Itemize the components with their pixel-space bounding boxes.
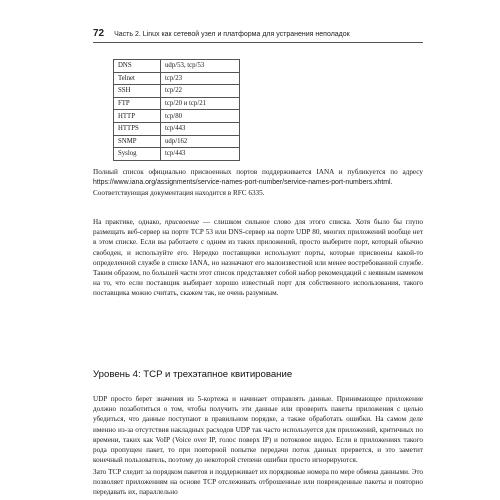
- ports-table-row: [114, 60, 240, 73]
- iana-url-link[interactable]: https://www.iana.org/assignments/service-names-port-number/service-names-port-numbers.xhtml: [93, 179, 391, 187]
- paragraph-practice-emphasis: присвоение: [164, 218, 200, 226]
- service-name-cell: Syslog: [114, 148, 161, 161]
- service-name-cell: HTTPS: [114, 122, 161, 135]
- paragraph-iana-text-after: . Соответствующая документация находится в RFC 6335.: [93, 178, 393, 198]
- paragraph-practice: [93, 217, 423, 299]
- port-cell: tcp/80: [161, 110, 240, 123]
- ports-table-row: [114, 85, 240, 98]
- paragraph-iana: [93, 167, 423, 199]
- ports-table-row: [114, 97, 240, 110]
- chapter-title: Часть 2. Linux как сетевой узел и платформа для устранения неполадок: [114, 31, 350, 38]
- port-cell: tcp/443: [161, 122, 240, 135]
- service-name-cell: Telnet: [114, 72, 161, 85]
- paragraph-udp: UDP просто берет значения из 5-кортежа и начинает отправлять данные. Принимающее приложение должно позаботиться о том, чтобы получить эти данные или проверить пакеты приложения с целью убедиться, что данные поступают в правильном порядке, а также обработать ошибки. На самом деле именно из-за отсутствия накладных расходов UDP так часто используется для приложений, критичных по времени, таких как VoIP (Voice over IP, голос поверх IP) и потоковое видео. Если в приложениях такого рода пропущен пакет, то при повторной попытке передачи поток данных прервется, и это заметит конечный пользователь, поэтому до некоторой степени ошибки просто игнорируются.: [93, 395, 423, 465]
- port-cell: tcp/23: [161, 72, 240, 85]
- service-name-cell: HTTP: [114, 110, 161, 123]
- paragraph-tcp: Зато TCP следит за порядком пакетов и поддерживает их порядковые номера по мере обмена данными. Это позволяет приложениям на основе TCP отслеживать отброшенные или поврежденные пакеты и повторно передавать их, параллельно: [93, 468, 423, 497]
- ports-table-row: [114, 110, 240, 123]
- paragraph-practice-text-before: На практике, однако,: [93, 218, 165, 226]
- service-name-cell: SNMP: [114, 135, 161, 148]
- ports-table-row: [114, 135, 240, 148]
- service-name-cell: SSH: [114, 85, 161, 98]
- service-name-cell: FTP: [114, 97, 161, 110]
- port-cell: udp/162: [161, 135, 240, 148]
- running-header: [93, 28, 423, 43]
- ports-table-row: [114, 122, 240, 135]
- ports-table-row: [114, 148, 240, 161]
- port-cell: tcp/22: [161, 85, 240, 98]
- ports-table-row: [114, 72, 240, 85]
- service-name-cell: DNS: [114, 60, 161, 73]
- paragraph-iana-text-before: Полный список официально присвоенных портов поддерживается IANA и публикуется по адресу: [93, 168, 423, 176]
- port-cell: udp/53, tcp/53: [161, 60, 240, 73]
- port-cell: tcp/20 и tcp/21: [161, 97, 240, 110]
- paragraph-practice-text-after: — слишком сильное слово для этого списка. Хотя было бы глупо размещать веб-сервер на порте TCP 53 или DNS-сервер на порте UDP 80, многих приложений вообще нет в этом списке. Если вы работаете с одним из таких приложений, просто выберите порт, который обычно свободен, и используйте его. Нередко поставщики используют порты, которые присвоены какой-то определенной службе в списке IANA, но назначают его малоизвестной или менее востребованной службе. Таким образом, по большей части этот список представляет собой набор рекомендаций с неявным намеком на то, что если поставщик выбирает хорошо известный порт для собственного использования, такого поставщика можно считать, скажем так, не очень разумным.: [93, 218, 423, 298]
- page-number: 72: [93, 28, 105, 39]
- ports-table-body: [114, 60, 240, 161]
- section-heading: Уровень 4: TCP и трехэтапное квитирование: [93, 369, 293, 380]
- port-cell: tcp/443: [161, 148, 240, 161]
- ports-table: [113, 59, 240, 161]
